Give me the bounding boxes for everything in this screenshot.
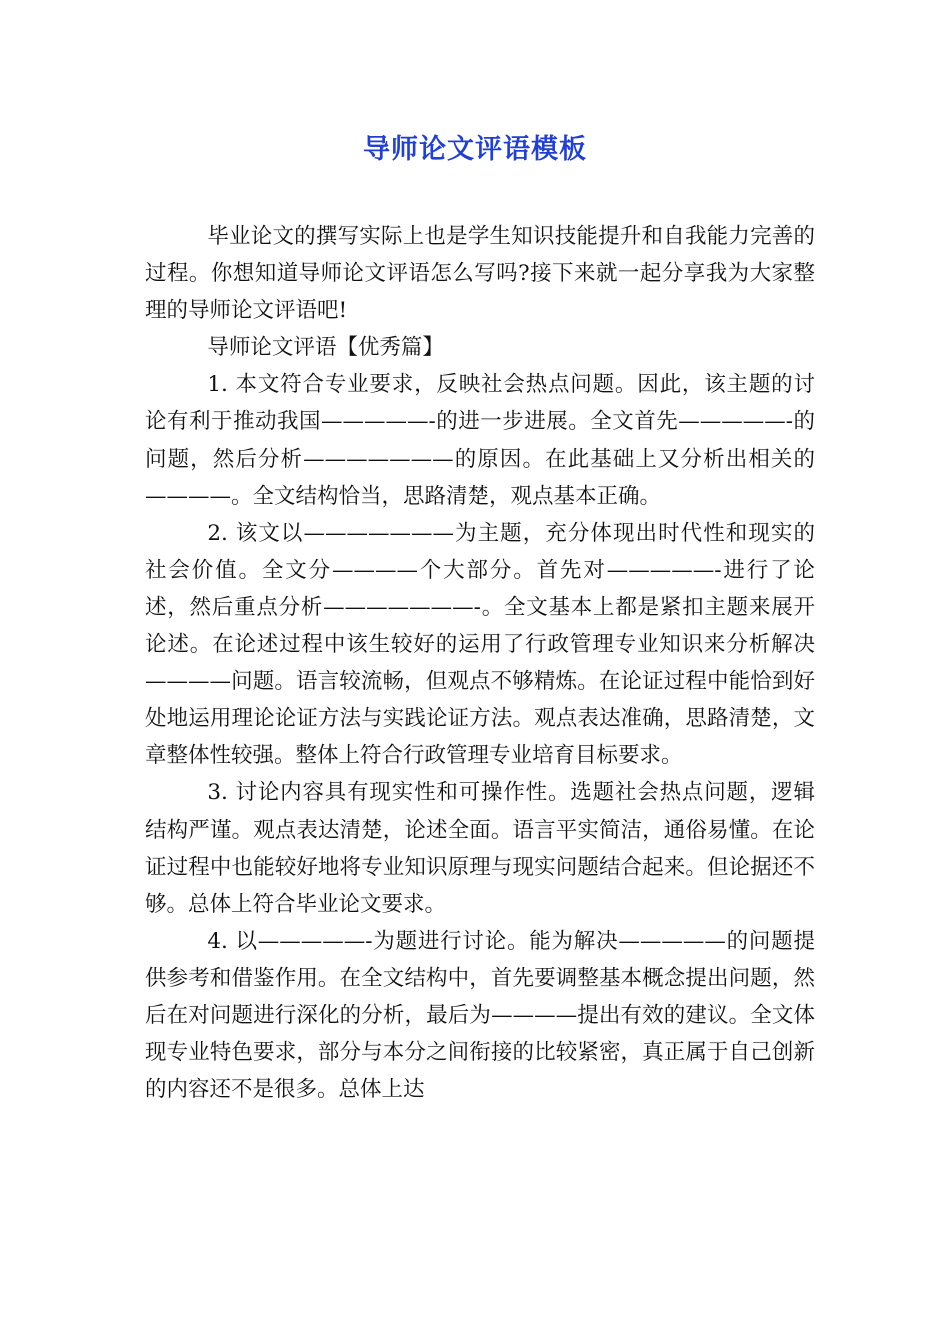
intro-paragraph: 毕业论文的撰写实际上也是学生知识技能提升和自我能力完善的过程。你想知道导师论文评语怎么写吗?接下来就一起分享我为大家整理的导师论文评语吧! (145, 224, 815, 324)
document-body (145, 218, 815, 1108)
comment-paragraph-3: 3. 讨论内容具有现实性和可操作性。选题社会热点问题，逻辑结构严谨。观点表达清楚，论述全面。语言平实简洁，通俗易懂。在论证过程中也能较好地将专业知识原理与现实问题结合起来。但论据还不够。总体上符合毕业论文要求。 (145, 780, 815, 917)
section-heading: 导师论文评语【优秀篇】 (207, 335, 444, 361)
comment-paragraph-4: 4. 以—————-为题进行讨论。能为解决—————的问题提供参考和借鉴作用。在全文结构中，首先要调整基本概念提出问题，然后在对问题进行深化的分析，最后为————提出有效的建议。全文体现专业特色要求，部分与本分之间衔接的比较紧密，真正属于自己创新的内容还不是很多。总体上达 (145, 928, 815, 1103)
comment-paragraph-1: 1. 本文符合专业要求，反映社会热点问题。因此，该主题的讨论有利于推动我国—————-的进一步进展。全文首先—————-的问题，然后分析———————的原因。在此基础上又分析出相关的————。全文结构恰当，思路清楚，观点基本正确。 (145, 372, 815, 509)
document-title: 导师论文评语模板 (363, 134, 587, 165)
comment-paragraph-2: 2. 该文以———————为主题，充分体现出时代性和现实的社会价值。全文分————个大部分。首先对—————-进行了论述，然后重点分析———————-。全文基本上都是紧扣主题来展开论述。在论述过程中该生较好的运用了行政管理专业知识来分析解决————问题。语言较流畅，但观点不够精炼。在论证过程中能恰到好处地运用理论论证方法与实践论证方法。观点表达准确，思路清楚，文章整体性较强。整体上符合行政管理专业培育目标要求。 (145, 520, 815, 769)
